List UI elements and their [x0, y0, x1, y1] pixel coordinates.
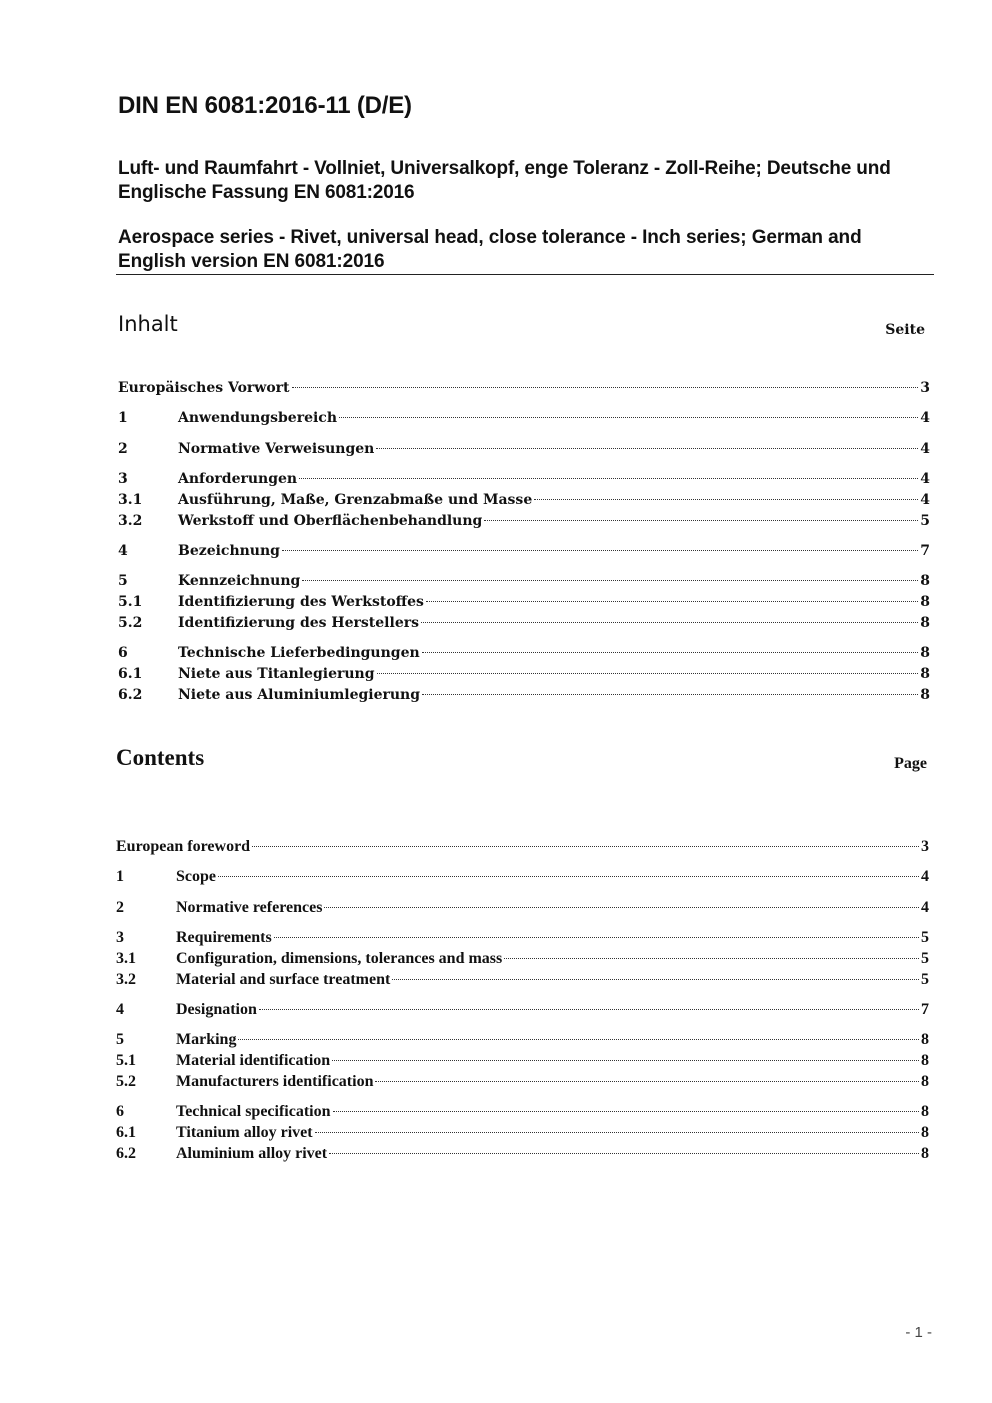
toc-entry-title: Scope — [176, 868, 216, 885]
toc-entry-title: Ausführung, Maße, Grenzabmaße und Masse — [178, 492, 533, 508]
toc-entry-page: 4 — [921, 899, 929, 916]
toc-entry[interactable] — [118, 571, 930, 591]
toc-entry[interactable] — [116, 1123, 929, 1143]
toc-dot-leader — [377, 673, 919, 674]
toc-entry-number: 6.2 — [116, 1145, 136, 1162]
toc-entry-title: Identifizierung des Werkstoffes — [178, 594, 424, 610]
toc-dot-leader — [218, 876, 919, 877]
toc-entry-number: 5 — [118, 573, 128, 589]
toc-entry[interactable] — [116, 928, 929, 948]
toc-entry-title: Europäisches Vorwort — [118, 380, 290, 396]
toc-dot-leader — [339, 417, 918, 418]
toc-entry-number: 3.2 — [118, 513, 143, 529]
toc-dot-leader — [302, 580, 918, 581]
toc-entry[interactable] — [118, 685, 930, 705]
toc-dot-leader — [504, 958, 919, 959]
toc-entry[interactable] — [116, 898, 929, 918]
toc-entry-page: 8 — [920, 594, 930, 610]
toc-entry-page: 8 — [921, 1073, 929, 1090]
document-subtitle-german: Luft- und Raumfahrt - Vollniet, Universalkopf, enge Toleranz - Zoll-Reihe; Deutsche und Englische Fassung EN 6081:2016 — [118, 158, 891, 203]
toc-entry[interactable] — [116, 970, 929, 990]
toc-english — [116, 745, 929, 1162]
toc-entry-page: 8 — [920, 687, 930, 703]
toc-german-heading: Inhalt — [118, 312, 178, 336]
toc-entry-page: 8 — [921, 1052, 929, 1069]
toc-dot-leader — [315, 1132, 919, 1133]
toc-dot-leader — [534, 499, 918, 500]
toc-entry[interactable] — [116, 867, 929, 887]
toc-entry-page: 7 — [920, 543, 930, 559]
toc-entry-page: 8 — [921, 1103, 929, 1120]
toc-entry-number: 3 — [118, 471, 128, 487]
toc-entry-page: 8 — [920, 645, 930, 661]
toc-entry-title: Niete aus Titanlegierung — [178, 666, 375, 682]
toc-entry-title: Anwendungsbereich — [178, 410, 337, 426]
toc-entry-title: Technische Lieferbedingungen — [178, 645, 420, 661]
toc-german-page-label: Seite — [885, 322, 925, 338]
toc-entry-title: Marking — [176, 1031, 237, 1048]
toc-entry[interactable] — [116, 1072, 929, 1092]
toc-entry-number: 5.2 — [116, 1073, 136, 1090]
toc-entry-page: 8 — [920, 666, 930, 682]
toc-entry[interactable] — [116, 1102, 929, 1122]
toc-entry-title: Identifizierung des Herstellers — [178, 615, 419, 631]
toc-entry-title: Technical specification — [176, 1103, 331, 1120]
toc-german-header — [118, 312, 930, 352]
toc-english-heading: Contents — [116, 745, 205, 770]
toc-entry-number: 4 — [116, 1001, 124, 1018]
toc-entry-number: 3 — [116, 929, 124, 946]
toc-dot-leader — [376, 448, 918, 449]
toc-dot-leader — [329, 1153, 919, 1154]
toc-dot-leader — [426, 601, 918, 602]
toc-entry-title: Titanium alloy rivet — [176, 1124, 313, 1141]
toc-entry-number: 3.2 — [116, 971, 136, 988]
toc-entry-page: 3 — [920, 380, 930, 396]
toc-entry-page: 7 — [921, 1001, 929, 1018]
toc-entry-title: Configuration, dimensions, tolerances and mass — [176, 950, 503, 967]
toc-entry-title: Werkstoff und Oberflächenbehandlung — [178, 513, 483, 529]
toc-entry-page: 5 — [921, 929, 929, 946]
toc-dot-leader — [392, 979, 919, 980]
toc-entry[interactable] — [116, 949, 929, 969]
toc-entry-number: 5.1 — [118, 594, 143, 610]
document-title: DIN EN 6081:2016-11 (D/E) — [118, 92, 412, 119]
toc-entry[interactable] — [116, 1000, 929, 1020]
toc-entry-page: 3 — [921, 838, 929, 855]
toc-dot-leader — [421, 622, 918, 623]
toc-dot-leader — [375, 1081, 919, 1082]
toc-entry-number: 6.1 — [118, 666, 143, 682]
toc-entry[interactable] — [118, 469, 930, 489]
toc-dot-leader — [252, 846, 919, 847]
toc-entry-title: Bezeichnung — [178, 543, 280, 559]
toc-entry-title: European foreword — [116, 838, 251, 855]
toc-dot-leader — [422, 652, 919, 653]
toc-entry-number: 3.1 — [118, 492, 143, 508]
page-number: - 1 - — [905, 1324, 932, 1341]
toc-dot-leader — [292, 387, 919, 388]
toc-entry-page: 4 — [920, 471, 930, 487]
toc-entry-page: 4 — [921, 868, 929, 885]
toc-dot-leader — [324, 907, 919, 908]
toc-entry[interactable] — [116, 1051, 929, 1071]
toc-entry[interactable] — [118, 541, 930, 561]
toc-entry-title: Material and surface treatment — [176, 971, 391, 988]
document-header — [118, 86, 933, 272]
toc-entry-page: 8 — [921, 1124, 929, 1141]
toc-entry-number: 5.1 — [116, 1052, 136, 1069]
toc-entry-number: 6 — [118, 645, 128, 661]
toc-entry-number: 6 — [116, 1103, 124, 1120]
toc-dot-leader — [422, 694, 918, 695]
toc-entry-number: 1 — [118, 410, 128, 426]
toc-entry-title: Designation — [176, 1001, 257, 1018]
toc-entry[interactable] — [118, 643, 930, 663]
toc-entry-page: 8 — [920, 573, 930, 589]
toc-entry-title: Aluminium alloy rivet — [176, 1145, 328, 1162]
toc-german — [118, 312, 930, 703]
toc-entry-number: 4 — [118, 543, 128, 559]
toc-entry[interactable] — [118, 408, 930, 428]
toc-dot-leader — [238, 1039, 919, 1040]
toc-entry-page: 8 — [920, 615, 930, 631]
toc-entry-number: 6.1 — [116, 1124, 136, 1141]
toc-entry-title: Requirements — [176, 929, 272, 946]
toc-entry-title: Normative references — [176, 899, 323, 916]
toc-entry-page: 4 — [920, 492, 930, 508]
toc-entry-number: 2 — [118, 441, 128, 457]
toc-dot-leader — [484, 520, 918, 521]
toc-entry-title: Material identification — [176, 1052, 331, 1069]
toc-entry-title: Anforderungen — [178, 471, 298, 487]
toc-dot-leader — [332, 1060, 919, 1061]
toc-entry[interactable] — [118, 378, 930, 398]
toc-entry[interactable] — [116, 1030, 929, 1050]
toc-dot-leader — [333, 1111, 919, 1112]
toc-entry[interactable] — [118, 490, 930, 510]
toc-entry-number: 1 — [116, 868, 124, 885]
header-divider — [116, 274, 934, 275]
toc-entry-page: 5 — [920, 513, 930, 529]
toc-entry-page: 8 — [921, 1031, 929, 1048]
toc-entry-title: Niete aus Aluminiumlegierung — [178, 687, 421, 703]
toc-entry-title: Normative Verweisungen — [178, 441, 375, 457]
toc-dot-leader — [259, 1009, 919, 1010]
toc-entry[interactable] — [118, 664, 930, 684]
toc-entry-number: 5 — [116, 1031, 124, 1048]
toc-entry-page: 8 — [921, 1145, 929, 1162]
toc-entry-page: 4 — [920, 410, 930, 426]
toc-dot-leader — [282, 550, 918, 551]
toc-entry-page: 5 — [921, 971, 929, 988]
toc-entry-page: 4 — [920, 441, 930, 457]
toc-english-header — [116, 745, 929, 785]
toc-entry-number: 6.2 — [118, 687, 143, 703]
toc-entry[interactable] — [118, 592, 930, 612]
toc-entry-number: 3.1 — [116, 950, 136, 967]
document-subtitle-english: Aerospace series - Rivet, universal head, close tolerance - Inch series; German and English version EN 6081:2016 — [118, 227, 862, 272]
toc-english-page-label: Page — [894, 755, 927, 772]
toc-entry[interactable] — [118, 511, 930, 531]
toc-entry-number: 5.2 — [118, 615, 143, 631]
toc-entry[interactable] — [118, 439, 930, 459]
toc-entry[interactable] — [116, 837, 929, 857]
toc-dot-leader — [274, 937, 919, 938]
toc-entry[interactable] — [118, 613, 930, 633]
toc-entry-number: 2 — [116, 899, 124, 916]
toc-entry-title: Kennzeichnung — [178, 573, 301, 589]
toc-entry-page: 5 — [921, 950, 929, 967]
toc-dot-leader — [299, 478, 918, 479]
toc-entry-title: Manufacturers identification — [176, 1073, 374, 1090]
toc-entry[interactable] — [116, 1144, 929, 1164]
